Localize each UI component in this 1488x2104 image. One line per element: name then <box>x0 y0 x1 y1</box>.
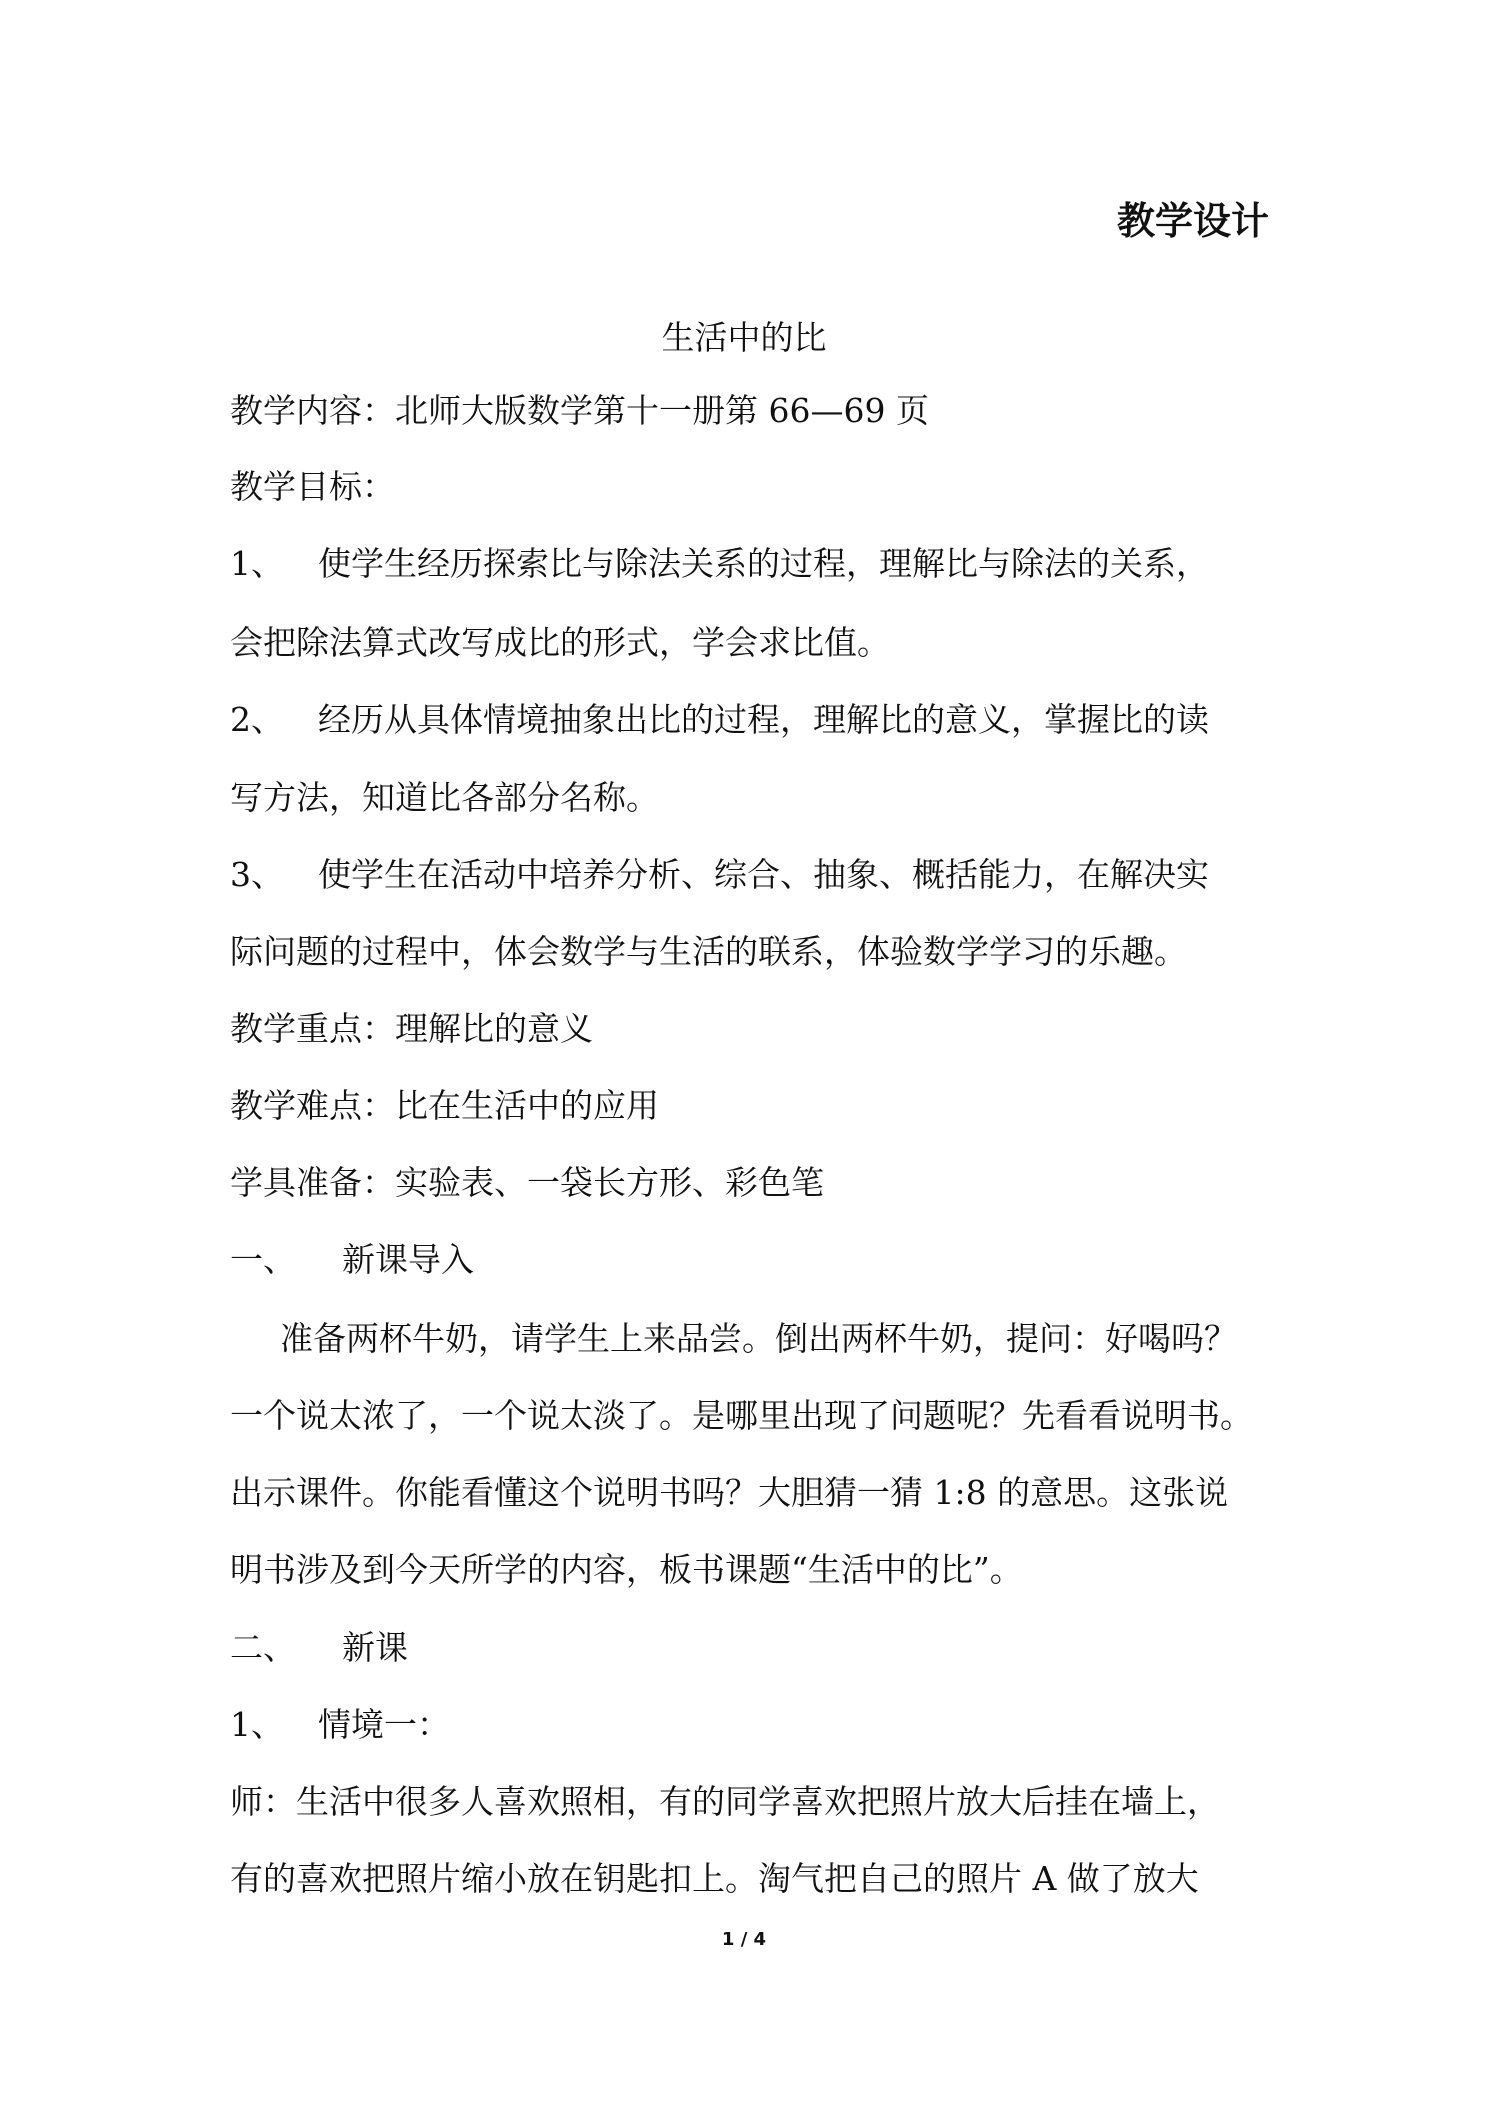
objective-item-3 <box>230 852 1209 898</box>
document-heading: 教学设计 <box>1116 198 1269 243</box>
lesson-title: 生活中的比 <box>661 318 827 357</box>
objective-item-2-continued: 写方法，知道比各部分名称。 <box>230 778 659 817</box>
intro-paragraph-line-1: 准备两杯牛奶，请学生上来品尝。倒出两杯牛奶，提问：好喝吗？ <box>280 1319 1237 1358</box>
situation-heading-1 <box>230 1702 450 1748</box>
section-heading-1 <box>230 1237 474 1283</box>
objective-text: 使学生经历探索比与除法关系的过程，理解比与除法的关系， <box>318 544 1209 583</box>
difficulty-line: 教学难点：比在生活中的应用 <box>230 1086 659 1125</box>
page-number: 1 / 4 <box>721 1929 767 1950</box>
teacher-paragraph-line-1: 师：生活中很多人喜欢照相，有的同学喜欢把照片放大后挂在墙上， <box>230 1782 1220 1821</box>
objective-item-3-continued: 际问题的过程中，体会数学与生活的联系，体验数学学习的乐趣。 <box>230 932 1187 971</box>
teaching-content-line: 教学内容：北师大版数学第十一册第 66—69 页 <box>230 391 929 430</box>
section-number: 一、 <box>230 1240 296 1279</box>
section-title: 新课导入 <box>342 1240 474 1279</box>
objective-number: 3、 <box>230 855 284 894</box>
objective-item-2 <box>230 697 1209 743</box>
section-heading-2 <box>230 1625 408 1671</box>
intro-paragraph-line-2: 一个说太浓了，一个说太淡了。是哪里出现了问题呢？先看看说明书。 <box>230 1396 1253 1435</box>
section-title: 新课 <box>342 1628 408 1667</box>
situation-number: 1、 <box>230 1705 284 1744</box>
objective-number: 1、 <box>230 544 284 583</box>
key-point-line: 教学重点：理解比的意义 <box>230 1009 593 1048</box>
objective-text: 经历从具体情境抽象出比的过程，理解比的意义，掌握比的读 <box>318 700 1209 739</box>
intro-paragraph-line-3: 出示课件。你能看懂这个说明书吗？大胆猜一猜 1:8 的意思。这张说 <box>230 1473 1229 1512</box>
objectives-label: 教学目标： <box>230 467 395 506</box>
section-number: 二、 <box>230 1628 296 1667</box>
objective-text: 使学生在活动中培养分析、综合、抽象、概括能力，在解决实 <box>318 855 1209 894</box>
objective-item-1 <box>230 541 1209 587</box>
situation-title: 情境一： <box>318 1705 450 1744</box>
objective-number: 2、 <box>230 700 284 739</box>
materials-line: 学具准备：实验表、一袋长方形、彩色笔 <box>230 1163 824 1202</box>
teacher-paragraph-line-2: 有的喜欢把照片缩小放在钥匙扣上。淘气把自己的照片 A 做了放大 <box>230 1859 1199 1898</box>
intro-paragraph-line-4: 明书涉及到今天所学的内容，板书课题“生活中的比”。 <box>230 1550 1023 1589</box>
objective-item-1-continued: 会把除法算式改写成比的形式，学会求比值。 <box>230 623 890 662</box>
